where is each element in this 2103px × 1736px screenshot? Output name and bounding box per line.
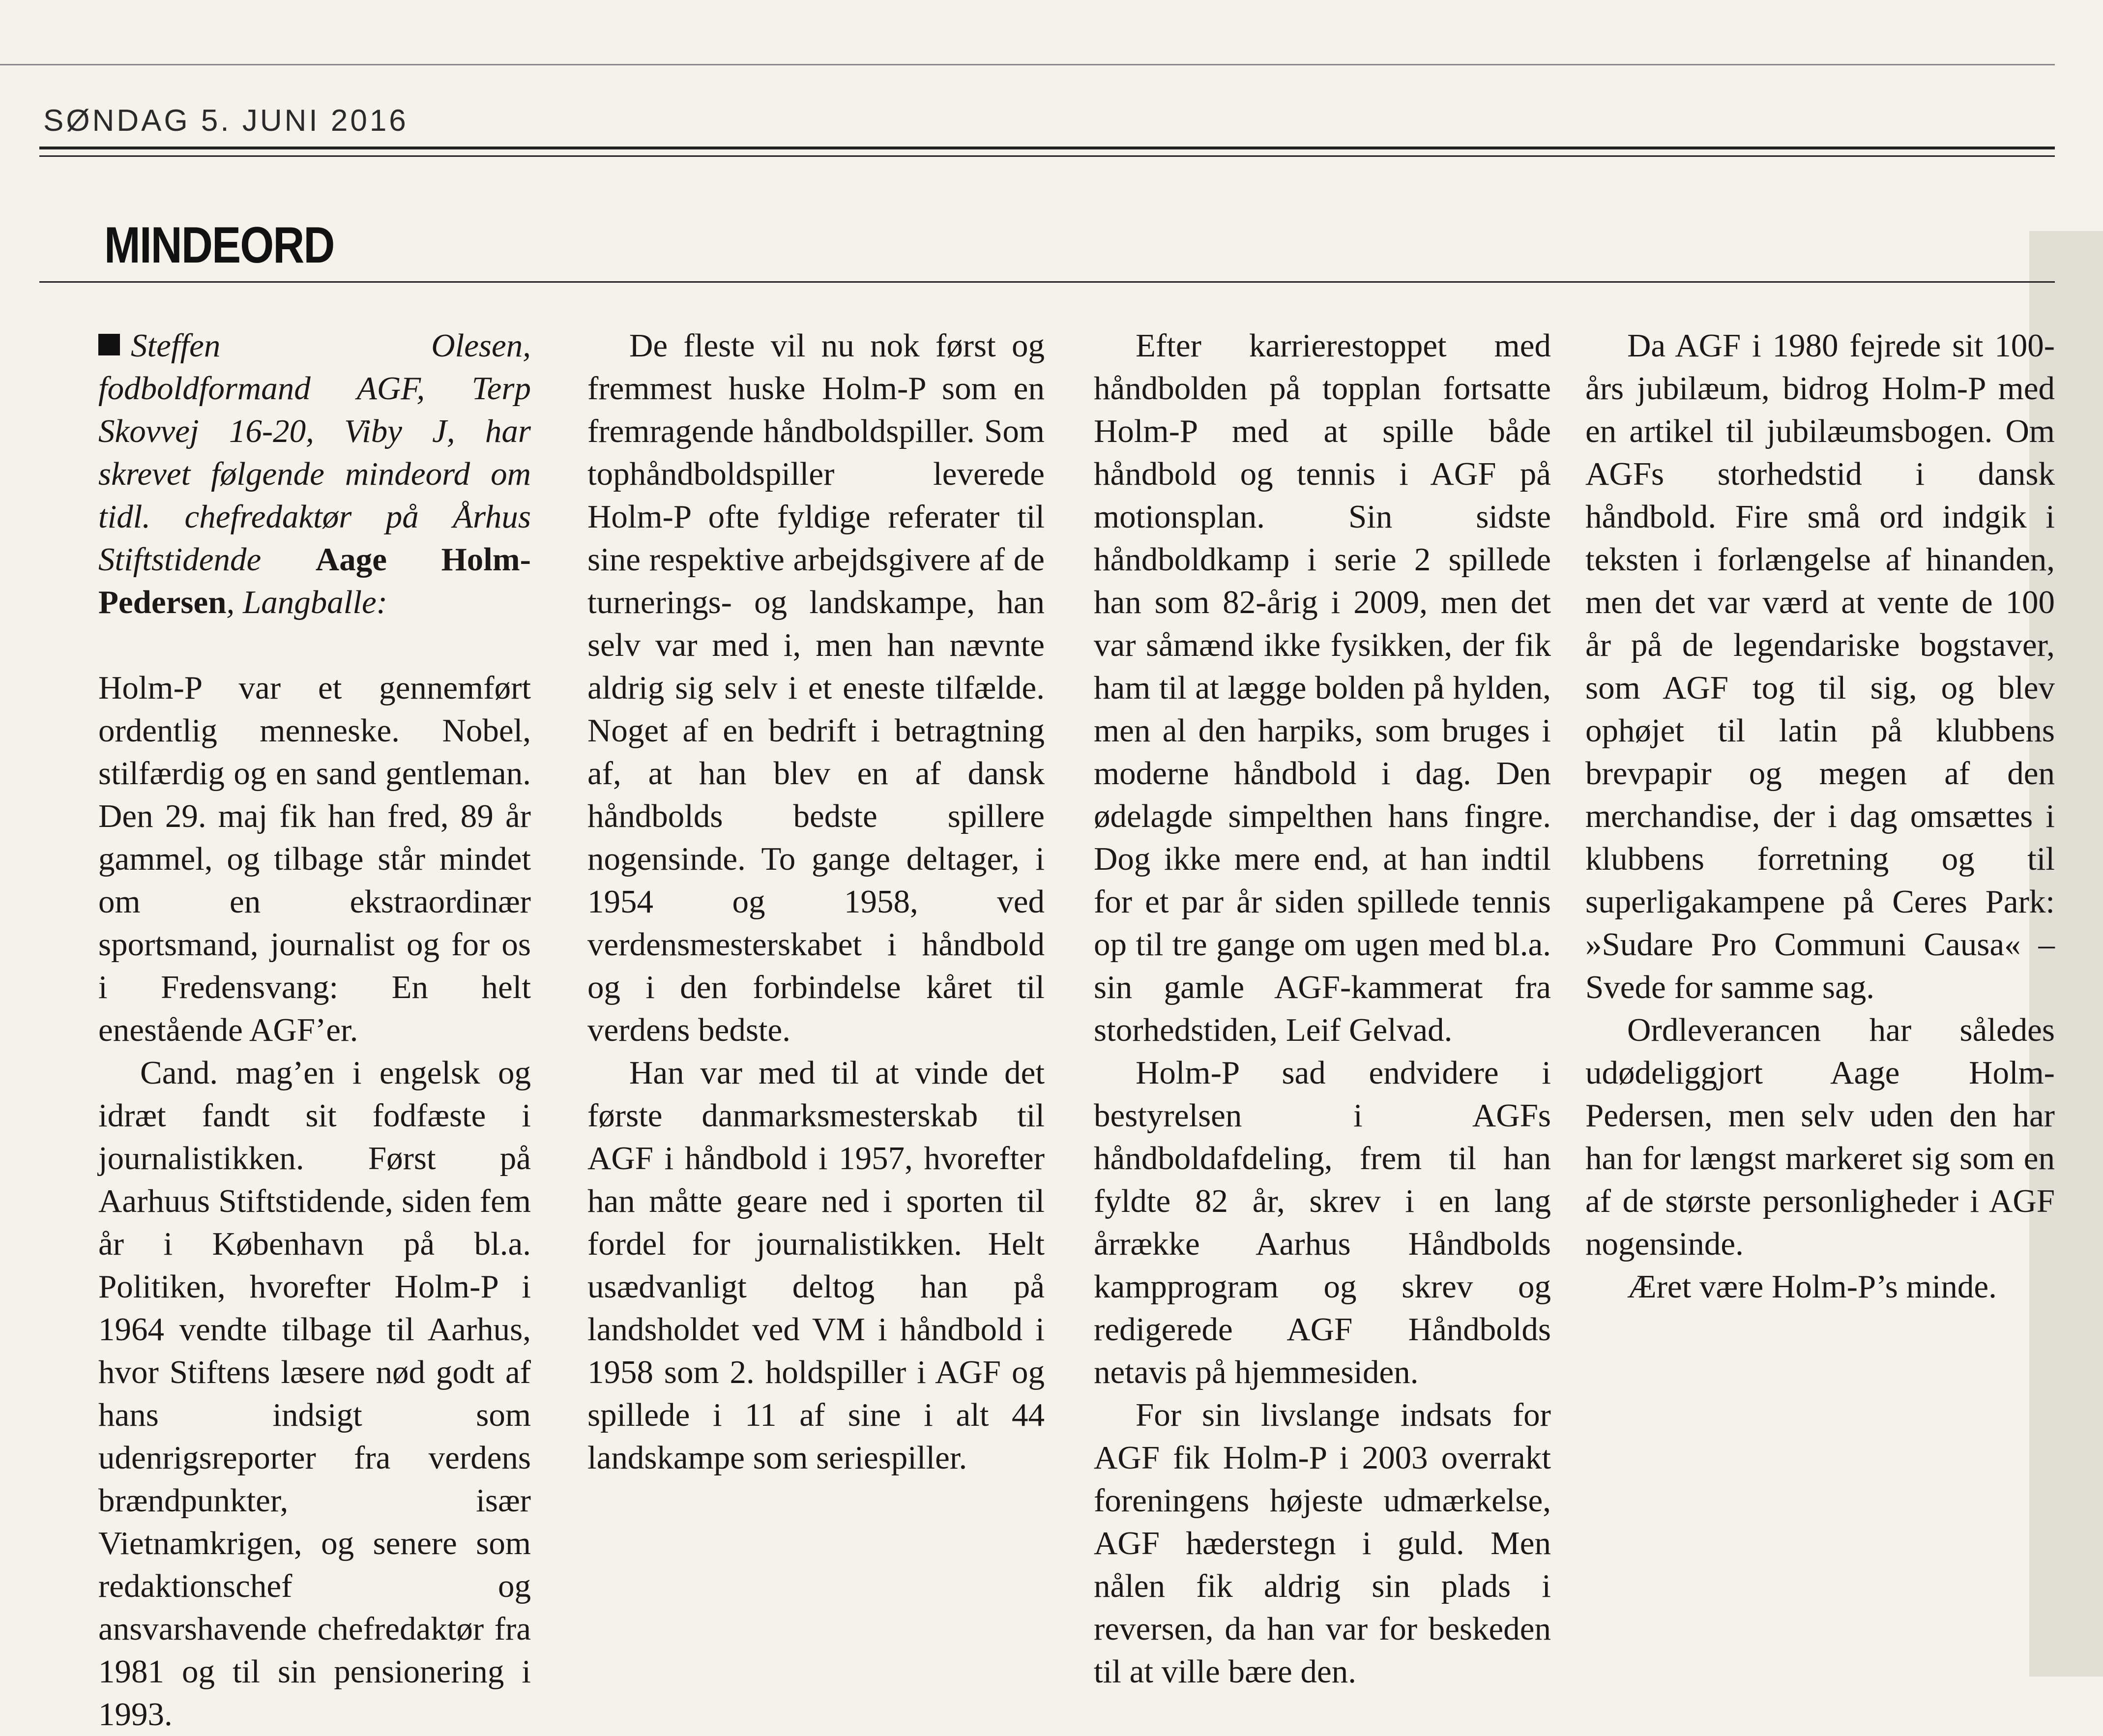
section-title: MINDEORD <box>104 217 334 274</box>
article-paragraph: Æret være Holm-P’s minde. <box>1627 1268 1997 1305</box>
deceased-name: Aage Holm-Pedersen <box>98 541 531 620</box>
article-column-1 <box>98 324 531 1736</box>
header-rule <box>39 147 2055 149</box>
article-paragraph: Holm-P var et gennemført ordentlig menneske. Nobel, stilfærdig og en sand gentleman. Den 29. maj fik han fred, 89 år gammel, og tilbage står mindet om en ekstraordinær sportsmand, journalist og for os i Fredensvang: En helt enestående AGF’er. <box>98 670 531 1048</box>
article-column-2 <box>587 324 1045 1479</box>
top-thin-rule <box>0 64 2055 65</box>
article-paragraph: Cand. mag’en i engelsk og idræt fandt sit fodfæste i journalistikken. Først på Aarhuus Stiftstidende, siden fem år i København på bl.a. Politiken, hvorefter Holm-P i 1964 vendte tilbage til Aarhus, hvor Stiftens læsere nød godt af hans indsigt som udenrigsreporter fra verdens brændpunkter, især Vietnamkrigen, og senere som redaktionschef og ansvarshavende chefredaktør fra 1981 og til sin pensionering i 1993. <box>98 1055 531 1733</box>
intro-text-a: Steffen Olesen, fodboldformand AGF, Terp Skovvej 16-20, Viby J, har skrevet følgende mindeord om tidl. chefredaktør på Århus Stiftstidende <box>98 327 531 578</box>
article-column-4 <box>1585 324 2055 1308</box>
intro-text-b: , Langballe: <box>226 584 388 620</box>
article-paragraph: Ordleverancen har således udødeliggjort Aage Holm-Pedersen, men selv uden den har han for længst markeret sig som en af de største personligheder i AGF nogensinde. <box>1585 1012 2055 1262</box>
header-rule-2 <box>39 155 2055 157</box>
article-paragraph: De fleste vil nu nok først og fremmest huske Holm-P som en fremragende håndboldspiller. Som tophåndboldspiller leverede Holm-P ofte fyldige referater til sine respektive arbejdsgivere af de turnerings- og landskampe, han selv var med i, men han nævnte aldrig sig selv i et eneste tilfælde. Noget af en bedrift i betragtning af, at han blev en af dansk håndbolds bedste spillere nogensinde. To gange deltager, i 1954 og 1958, ved verdensmesterskabet i håndbold og i den forbindelse kåret til verdens bedste. <box>587 327 1045 1048</box>
section-rule <box>39 281 2055 283</box>
article-paragraph: Holm-P sad endvidere i bestyrelsen i AGFs håndboldafdeling, frem til han fyldte 82 år, skrev i en lang årrække Aarhus Håndbolds kampprogram og skrev og redigerede AGF Håndbolds netavis på hjemmesiden. <box>1094 1055 1551 1390</box>
article-column-3 <box>1094 324 1551 1693</box>
article-paragraph: Efter karrierestoppet med håndbolden på topplan fortsatte Holm-P med at spille både håndbold og tennis i AGF på motionsplan. Sin sidste håndboldkamp i serie 2 spillede han som 82-årig i 2009, men det var såmænd ikke fysikken, der fik ham til at lægge bolden på hylden, men al den harpiks, som bruges i moderne håndbold i dag. Den ødelagde simpelthen hans fingre. Dog ikke mere end, at han indtil for et par år siden spillede tennis op til tre gange om ugen med bl.a. sin gamle AGF-kammerat fra storhedstiden, Leif Gelvad. <box>1094 327 1551 1048</box>
intro-byline <box>98 324 531 624</box>
dateline: SØNDAG 5. JUNI 2016 <box>43 104 409 138</box>
article-paragraph: For sin livslange indsats for AGF fik Holm-P i 2003 overrakt foreningens højeste udmærkelse, AGF hæderstegn i guld. Men nålen fik aldrig sin plads i reversen, da han var for beskeden til at ville bære den. <box>1094 1397 1551 1690</box>
article-paragraph: Da AGF i 1980 fejrede sit 100-års jubilæum, bidrog Holm-P med en artikel til jubilæumsbogen. Om AGFs storhedstid i dansk håndbold. Fire små ord indgik i teksten i forlængelse af hinanden, men det var værd at vente de 100 år på de legendariske bogstaver, som AGF tog til sig, og blev ophøjet til latin på klubbens brevpapir og megen af den merchandise, der i dag omsættes i klubbens forretning og til superligakampene på Ceres Park: »Sudare Pro Communi Causa« – Svede for samme sag. <box>1585 327 2055 1005</box>
bullet-square-icon <box>98 334 120 355</box>
article-paragraph: Han var med til at vinde det første danmarksmesterskab til AGF i håndbold i 1957, hvorefter han måtte geare ned i sporten til fordel for journalistikken. Helt usædvanligt deltog han på landsholdet ved VM i håndbold i 1958 som 2. holdspiller i AGF og spillede i 11 af sine i alt 44 landskampe som seriespiller. <box>587 1055 1045 1476</box>
